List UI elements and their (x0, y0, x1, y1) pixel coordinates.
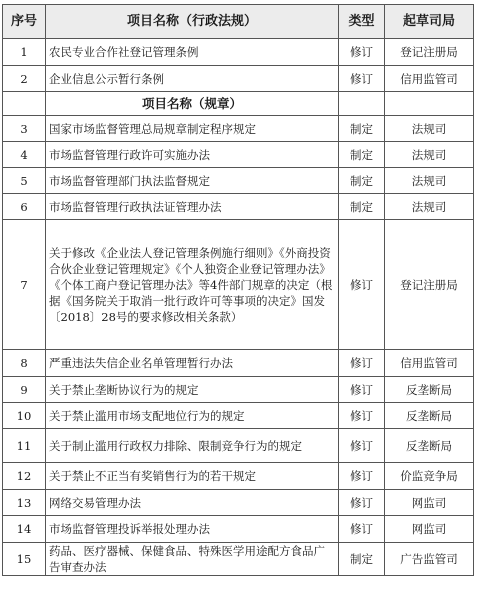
item-type: 制定 (339, 168, 385, 194)
item-type: 制定 (339, 543, 385, 576)
item-type: 修订 (339, 403, 385, 429)
item-name: 市场监督管理行政执法证管理办法 (46, 194, 339, 220)
item-name: 农民专业合作社登记管理条例 (46, 39, 339, 66)
item-type: 制定 (339, 142, 385, 168)
drafting-dept: 法规司 (385, 142, 474, 168)
item-type: 修订 (339, 350, 385, 377)
row-number: 11 (3, 429, 46, 463)
table-row (3, 116, 474, 142)
table-row (3, 168, 474, 194)
table-row (3, 516, 474, 543)
row-number: 13 (3, 490, 46, 516)
rules-body (3, 116, 474, 576)
item-type: 修订 (339, 39, 385, 66)
rules-section (3, 92, 474, 116)
table-row (3, 39, 474, 66)
drafting-dept: 登记注册局 (385, 220, 474, 350)
section-title: 项目名称（规章） (46, 92, 339, 116)
drafting-dept: 信用监管司 (385, 66, 474, 92)
drafting-dept: 网监司 (385, 490, 474, 516)
header-row (3, 5, 474, 39)
item-name: 关于禁止不正当有奖销售行为的若干规定 (46, 463, 339, 490)
admin-regulations-body (3, 39, 474, 92)
item-type: 修订 (339, 463, 385, 490)
row-number: 1 (3, 39, 46, 66)
header-no: 序号 (3, 5, 46, 39)
drafting-dept: 法规司 (385, 168, 474, 194)
row-number: 7 (3, 220, 46, 350)
item-name: 关于制止滥用行政权力排除、限制竞争行为的规定 (46, 429, 339, 463)
item-type: 修订 (339, 490, 385, 516)
row-number: 10 (3, 403, 46, 429)
item-name: 关于修改《企业法人登记管理条例施行细则》《外商投资合伙企业登记管理规定》《个人独资企业登记管理办法》《个体工商户登记管理办法》等4件部门规章的决定（根据《国务院关于取消一批行政许可等事项的决定》国发〔2018〕28号的要求修改相关条款） (46, 220, 339, 350)
table-row (3, 429, 474, 463)
section-blank-left (3, 92, 46, 116)
legislation-plan-table (2, 4, 474, 576)
section-blank-type (339, 92, 385, 116)
header-type: 类型 (339, 5, 385, 39)
drafting-dept: 登记注册局 (385, 39, 474, 66)
row-number: 8 (3, 350, 46, 377)
item-type: 制定 (339, 194, 385, 220)
item-name: 药品、医疗器械、保健食品、特殊医学用途配方食品广告审查办法 (46, 543, 339, 576)
row-number: 4 (3, 142, 46, 168)
table-row (3, 142, 474, 168)
item-name: 关于禁止滥用市场支配地位行为的规定 (46, 403, 339, 429)
drafting-dept: 法规司 (385, 194, 474, 220)
table-row (3, 66, 474, 92)
item-type: 修订 (339, 377, 385, 403)
row-number: 14 (3, 516, 46, 543)
table-row (3, 403, 474, 429)
table-row (3, 377, 474, 403)
item-type: 修订 (339, 516, 385, 543)
drafting-dept: 广告监管司 (385, 543, 474, 576)
table-row (3, 463, 474, 490)
item-name: 市场监督管理投诉举报处理办法 (46, 516, 339, 543)
drafting-dept: 反垄断局 (385, 377, 474, 403)
table-row (3, 543, 474, 576)
row-number: 6 (3, 194, 46, 220)
header-name: 项目名称（行政法规） (46, 5, 339, 39)
item-type: 制定 (339, 116, 385, 142)
drafting-dept: 法规司 (385, 116, 474, 142)
row-number: 3 (3, 116, 46, 142)
row-number: 9 (3, 377, 46, 403)
item-name: 市场监督管理部门执法监督规定 (46, 168, 339, 194)
section-row (3, 92, 474, 116)
header-dept: 起草司局 (385, 5, 474, 39)
item-name: 市场监督管理行政许可实施办法 (46, 142, 339, 168)
table-row (3, 490, 474, 516)
item-name: 网络交易管理办法 (46, 490, 339, 516)
item-type: 修订 (339, 429, 385, 463)
table-row (3, 194, 474, 220)
item-name: 严重违法失信企业名单管理暂行办法 (46, 350, 339, 377)
item-name: 关于禁止垄断协议行为的规定 (46, 377, 339, 403)
item-type: 修订 (339, 66, 385, 92)
drafting-dept: 价监竞争局 (385, 463, 474, 490)
section-blank-dept (385, 92, 474, 116)
drafting-dept: 反垄断局 (385, 429, 474, 463)
row-number: 12 (3, 463, 46, 490)
row-number: 15 (3, 543, 46, 576)
item-name: 国家市场监督管理总局规章制定程序规定 (46, 116, 339, 142)
row-number: 2 (3, 66, 46, 92)
item-name: 企业信息公示暂行条例 (46, 66, 339, 92)
drafting-dept: 信用监管司 (385, 350, 474, 377)
drafting-dept: 反垄断局 (385, 403, 474, 429)
item-type: 修订 (339, 220, 385, 350)
table-row (3, 220, 474, 350)
row-number: 5 (3, 168, 46, 194)
table-row (3, 350, 474, 377)
drafting-dept: 网监司 (385, 516, 474, 543)
